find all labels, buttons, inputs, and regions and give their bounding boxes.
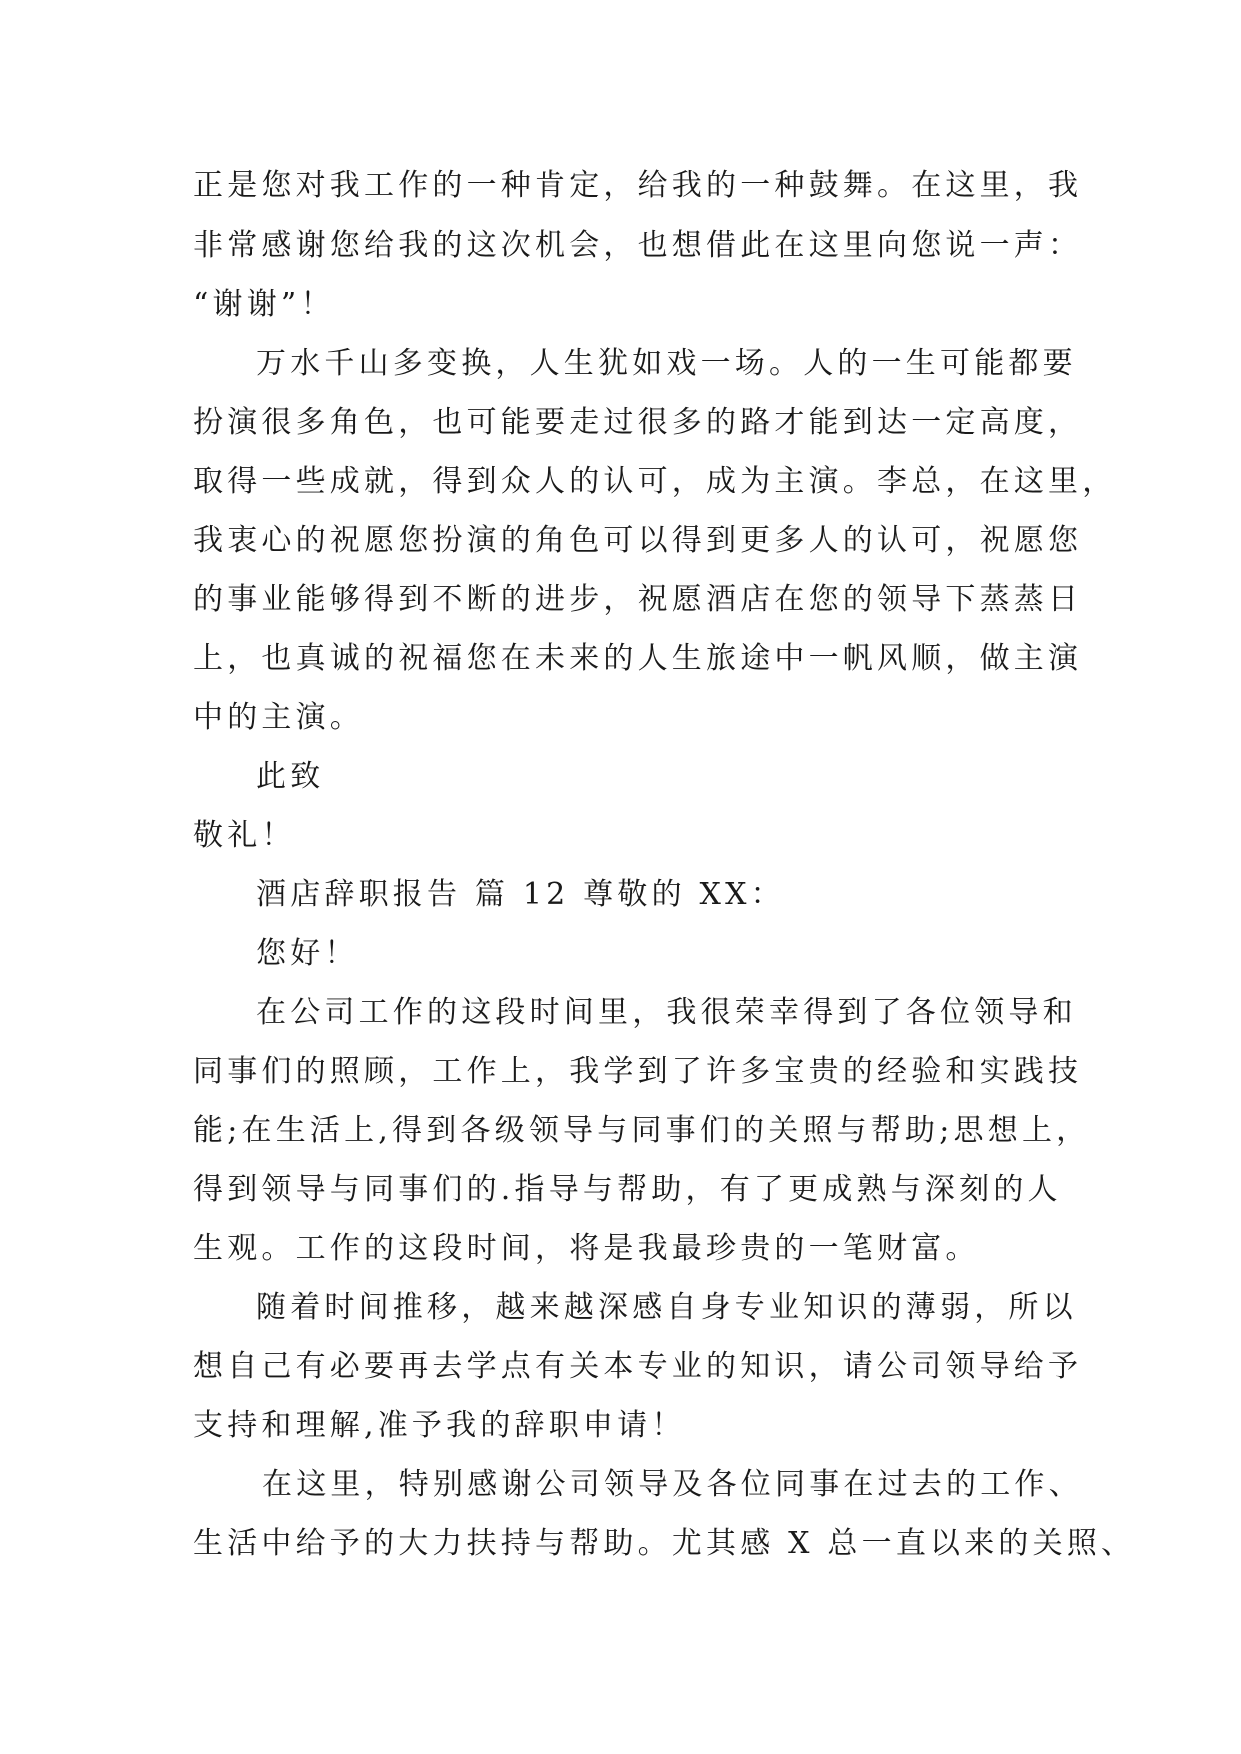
paragraph-start: 在公司工作的这段时间里，我很荣幸得到了各位领导和	[256, 995, 1077, 1030]
text-line: 支持和理解,准予我的辞职申请！	[193, 1408, 686, 1443]
text-line: “谢谢”！	[193, 287, 335, 322]
closing-regards: 敬礼！	[193, 818, 296, 853]
closing-salutation: 此致	[256, 759, 325, 794]
text-line: 生活中给予的大力扶持与帮助。尤其感 X 总一直以来的关照、	[193, 1526, 1136, 1561]
text-line: 生观。工作的这段时间，将是我最珍贵的一笔财富。	[193, 1231, 980, 1266]
text-line: 的事业能够得到不断的进步，祝愿酒店在您的领导下蒸蒸日	[193, 582, 1083, 617]
text-line: 我衷心的祝愿您扮演的角色可以得到更多人的认可，祝愿您	[193, 523, 1083, 558]
paragraph-start: 随着时间推移，越来越深感自身专业知识的薄弱，所以	[256, 1290, 1077, 1325]
text-line: 非常感谢您给我的这次机会，也想借此在这里向您说一声：	[193, 228, 1083, 263]
text-line: 得到领导与同事们的.指导与帮助，有了更成熟与深刻的人	[193, 1172, 1062, 1207]
paragraph-start: 万水千山多变换，人生犹如戏一场。人的一生可能都要	[256, 346, 1077, 381]
text-line: 上，也真诚的祝福您在未来的人生旅途中一帆风顺，做主演	[193, 641, 1083, 676]
text-line: 扮演很多角色，也可能要走过很多的路才能到达一定高度，	[193, 405, 1083, 440]
text-line: 正是您对我工作的一种肯定，给我的一种鼓舞。在这里，我	[193, 168, 1083, 203]
text-line: 想自己有必要再去学点有关本专业的知识，请公司领导给予	[193, 1349, 1083, 1384]
text-line: 同事们的照顾，工作上，我学到了许多宝贵的经验和实践技	[193, 1054, 1083, 1089]
section-heading: 酒店辞职报告 篇 12 尊敬的 XX：	[256, 877, 785, 912]
text-line: 中的主演。	[193, 700, 364, 735]
text-line: 取得一些成就，得到众人的认可，成为主演。李总，在这里，	[193, 464, 1117, 499]
greeting: 您好！	[256, 936, 359, 971]
paragraph-start: 在这里，特别感谢公司领导及各位同事在过去的工作、	[262, 1467, 1083, 1502]
text-line: 能;在生活上,得到各级领导与同事们的关照与帮助;思想上，	[193, 1113, 1091, 1148]
